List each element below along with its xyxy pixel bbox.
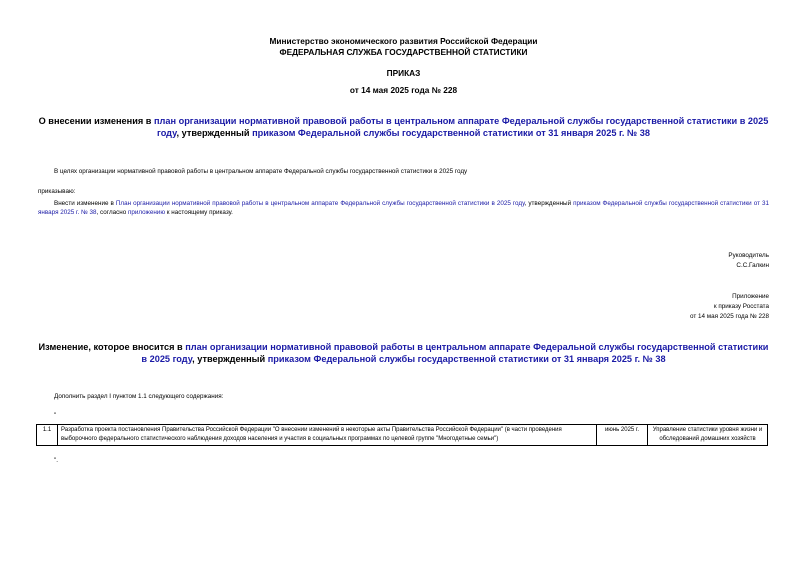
clause-text-1: Внести изменение в — [54, 200, 116, 207]
clause-text-2: , утвержденный — [524, 200, 574, 207]
appendix-date-number: от 14 мая 2025 года № 228 — [690, 313, 769, 320]
amendment-table — [36, 424, 768, 446]
clause-text-3: , согласно — [96, 209, 128, 216]
amendment-intro: Дополнить раздел I пунктом 1.1 следующего содержания: — [54, 393, 224, 400]
ministry-name: Министерство экономического развития Российской Федерации — [269, 36, 538, 46]
title-plan-link[interactable]: план организации нормативной правовой работы в центральном аппарате Федеральной службы государственной статистики в 2025 году — [153, 116, 769, 138]
clause-order-link-b[interactable]: государственной статистики от 31 января 2025 г. № 38 — [38, 200, 770, 216]
order-title — [36, 115, 771, 139]
clause-plan-link[interactable]: План организации нормативной правовой работы в центральном аппарате Федеральной службы государственной статистики в 2025 году — [115, 200, 525, 207]
appendix-title — [36, 341, 771, 365]
title-text-1: О внесении изменения в — [38, 116, 154, 126]
appendix-title-plan-link-b[interactable]: 2025 году — [149, 354, 193, 364]
clause-order-link-a[interactable]: приказом Федеральной службы — [573, 200, 667, 207]
row-deadline: июнь 2025 г. — [597, 425, 648, 446]
quote-open: " — [54, 412, 57, 419]
signature-name: С.С.Галкин — [736, 262, 769, 269]
table-row — [37, 425, 768, 446]
clause-text-4: к настоящему приказу. — [165, 209, 233, 216]
order-word: приказываю: — [38, 188, 76, 195]
document-type: ПРИКАЗ — [386, 68, 421, 78]
title-text-2: , утвержденный — [176, 128, 253, 138]
appendix-to-order: к приказу Росстата — [713, 303, 769, 310]
clause-appendix-link[interactable]: приложению — [128, 209, 166, 216]
row-number: 1.1 — [37, 425, 58, 446]
appendix-title-text-1: Изменение, которое вносится в — [38, 342, 186, 352]
signature-position: Руководитель — [728, 252, 769, 259]
appendix-label: Приложение — [732, 293, 769, 300]
appendix-title-text-2: , утвержденный — [192, 354, 268, 364]
appendix-title-order-link[interactable]: приказом Федеральной службы государственной статистики от 31 января 2025 г. № 38 — [267, 354, 666, 364]
quote-close: ". — [54, 457, 58, 464]
service-name: ФЕДЕРАЛЬНАЯ СЛУЖБА ГОСУДАРСТВЕННОЙ СТАТИСТИКИ — [279, 47, 528, 57]
order-clause — [38, 199, 769, 217]
row-description: Разработка проекта постановления Правительства Российской Федерации "О внесении изменений в некоторые акты Правительства Российской Федерации" (в части проведения выборочного федерального статистического наблюдения доходов населения и участия в социальных программах по целевой группе "Многодетные семьи") — [58, 425, 597, 446]
preamble: В целях организации нормативной правовой работы в центральном аппарате Федеральной службы государственной статистики в 2025 году — [54, 168, 468, 175]
title-order-link[interactable]: приказом Федеральной службы государственной статистики от 31 января 2025 г. № 38 — [252, 128, 651, 138]
document-date-number: от 14 мая 2025 года № 228 — [349, 85, 458, 95]
row-responsible: Управление статистики уровня жизни и обследований домашних хозяйств — [648, 425, 768, 446]
appendix-title-plan-link-a[interactable]: план организации нормативной правовой работы в центральном аппарате Федеральной службы государственной статистики в — [141, 342, 769, 364]
